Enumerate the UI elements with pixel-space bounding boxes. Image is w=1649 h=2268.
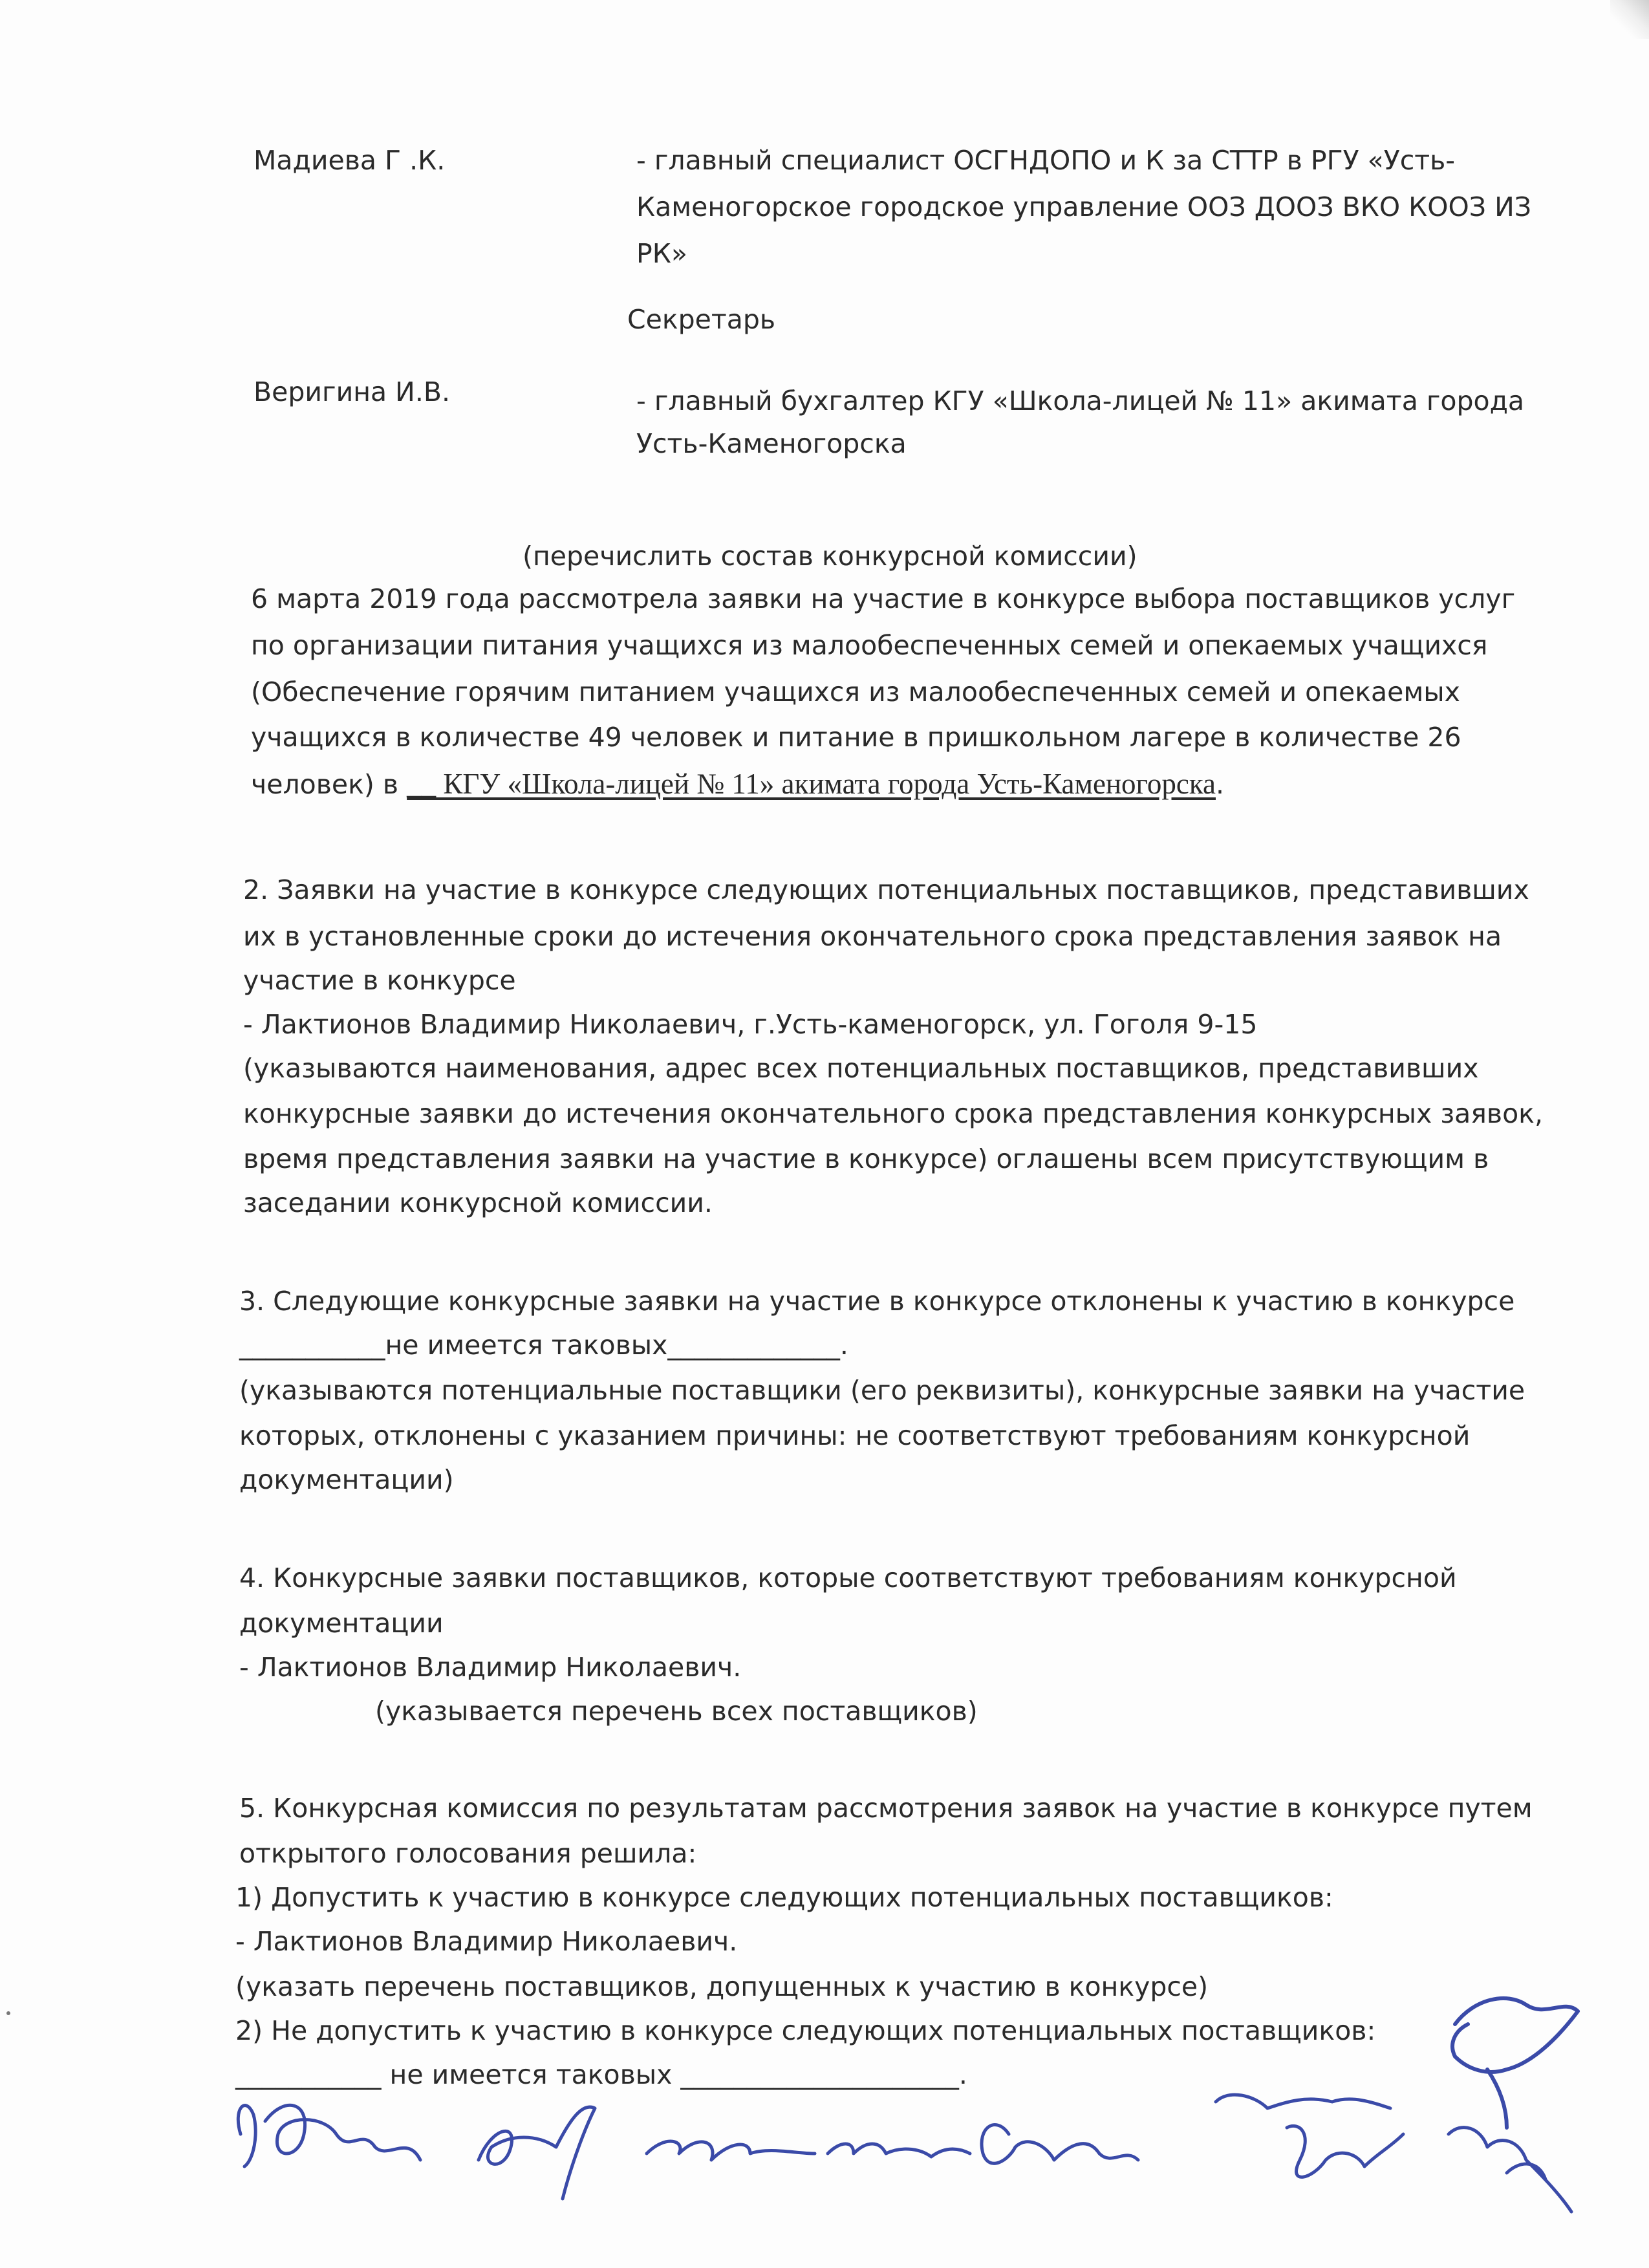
s3-line-1: 3. Следующие конкурсные заявки на участие в конкурсе отклонены к участию в конкурсе (239, 1286, 1515, 1317)
s2-line-8: заседании конкурсной комиссии. (243, 1187, 713, 1218)
s5-line-7: ___________ не имеется таковых _____________________. (235, 2059, 967, 2090)
member-role-line-3: РК» (636, 238, 687, 269)
s4-line-3: - Лактионов Владимир Николаевич. (239, 1652, 742, 1683)
s2-line-3: участие в конкурсе (243, 965, 516, 996)
s2-line-4: - Лактионов Владимир Николаевич, г.Усть-каменогорск, ул. Гоголя 9-15 (243, 1009, 1258, 1040)
s5-line-2: открытого голосования решила: (239, 1838, 697, 1869)
s5-line-5: (указать перечень поставщиков, допущенных к участию в конкурсе) (235, 1971, 1209, 2002)
s3-line-5: документации) (239, 1464, 454, 1495)
signature-1 (238, 2105, 420, 2166)
s3-line-2: ___________не имеется таковых_____________. (239, 1330, 848, 1361)
intro-line-2: по организации питания учащихся из малообеспеченных семей и опекаемых учащихся (251, 630, 1488, 661)
s4-note: (указывается перечень всех поставщиков) (375, 1696, 978, 1727)
secretary-role-line-1: - главный бухгалтер КГУ «Школа-лицей № 11» акимата города (636, 385, 1525, 416)
s5-line-6: 2) Не допустить к участию в конкурсе следующих потенциальных поставщиков: (235, 2015, 1376, 2046)
s5-line-1: 5. Конкурсная комиссия по результатам рассмотрения заявок на участие в конкурсе путем (239, 1793, 1533, 1824)
member-role-line-1: - главный специалист ОСГНДОПО и К за СТТР в РГУ «Усть- (636, 145, 1456, 176)
signature-6 (1216, 2095, 1403, 2177)
intro-line-4: учащихся в количестве 49 человек и питание в пришкольном лагере в количестве 26 (251, 722, 1461, 753)
secretary-name: Веригина И.В. (253, 376, 451, 407)
s5-line-4: - Лактионов Владимир Николаевич. (235, 1926, 738, 1957)
s4-line-1: 4. Конкурсные заявки поставщиков, которые соответствуют требованиям конкурсной (239, 1562, 1457, 1593)
s3-line-4: которых, отклонены с указанием причины: не соответствуют требованиям конкурсной (239, 1420, 1471, 1451)
signature-4 (828, 2144, 970, 2157)
intro-line-1: 6 марта 2019 года рассмотрела заявки на участие в конкурсе выбора поставщиков услуг (251, 583, 1516, 614)
intro-last-suffix: . (1215, 769, 1225, 800)
intro-last-prefix: человек) в (251, 769, 407, 800)
secretary-heading: Секретарь (627, 304, 776, 335)
signature-2 (479, 2107, 595, 2199)
signature-3 (647, 2141, 815, 2160)
intro-line-3: (Обеспечение горячим питанием учащихся из малообеспеченных семей и опекаемых (251, 676, 1460, 707)
member-name: Мадиева Г .К. (253, 145, 446, 176)
commission-list-note: (перечислить состав конкурсной комиссии) (523, 541, 1137, 572)
s2-line-6: конкурсные заявки до истечения окончательного срока представления конкурсных заявок, (243, 1098, 1543, 1129)
signature-5 (982, 2125, 1138, 2164)
signature-7 (1452, 1998, 1578, 2128)
s4-line-2: документации (239, 1608, 444, 1639)
s2-line-5: (указываются наименования, адрес всех потенциальных поставщиков, представивших (243, 1053, 1479, 1084)
organization-name-filled: __ КГУ «Школа-лицей № 11» акимата города Усть-Каменогорска (407, 768, 1216, 800)
s2-line-7: время представления заявки на участие в конкурсе) оглашены всем присутствующим в (243, 1143, 1489, 1174)
s2-line-2: их в установленные сроки до истечения окончательного срока представления заявок на (243, 921, 1502, 952)
s2-line-1: 2. Заявки на участие в конкурсе следующих потенциальных поставщиков, представивших (243, 874, 1529, 905)
s5-line-3: 1) Допустить к участию в конкурсе следующих потенциальных поставщиков: (235, 1882, 1333, 1913)
signature-8 (1449, 2128, 1571, 2212)
s3-line-3: (указываются потенциальные поставщики (его реквизиты), конкурсные заявки на участие (239, 1375, 1525, 1406)
member-role-line-2: Каменогорское городское управление ООЗ ДООЗ ВКО КООЗ ИЗ (636, 191, 1532, 222)
secretary-role-line-2: Усть-Каменогорска (636, 428, 907, 459)
